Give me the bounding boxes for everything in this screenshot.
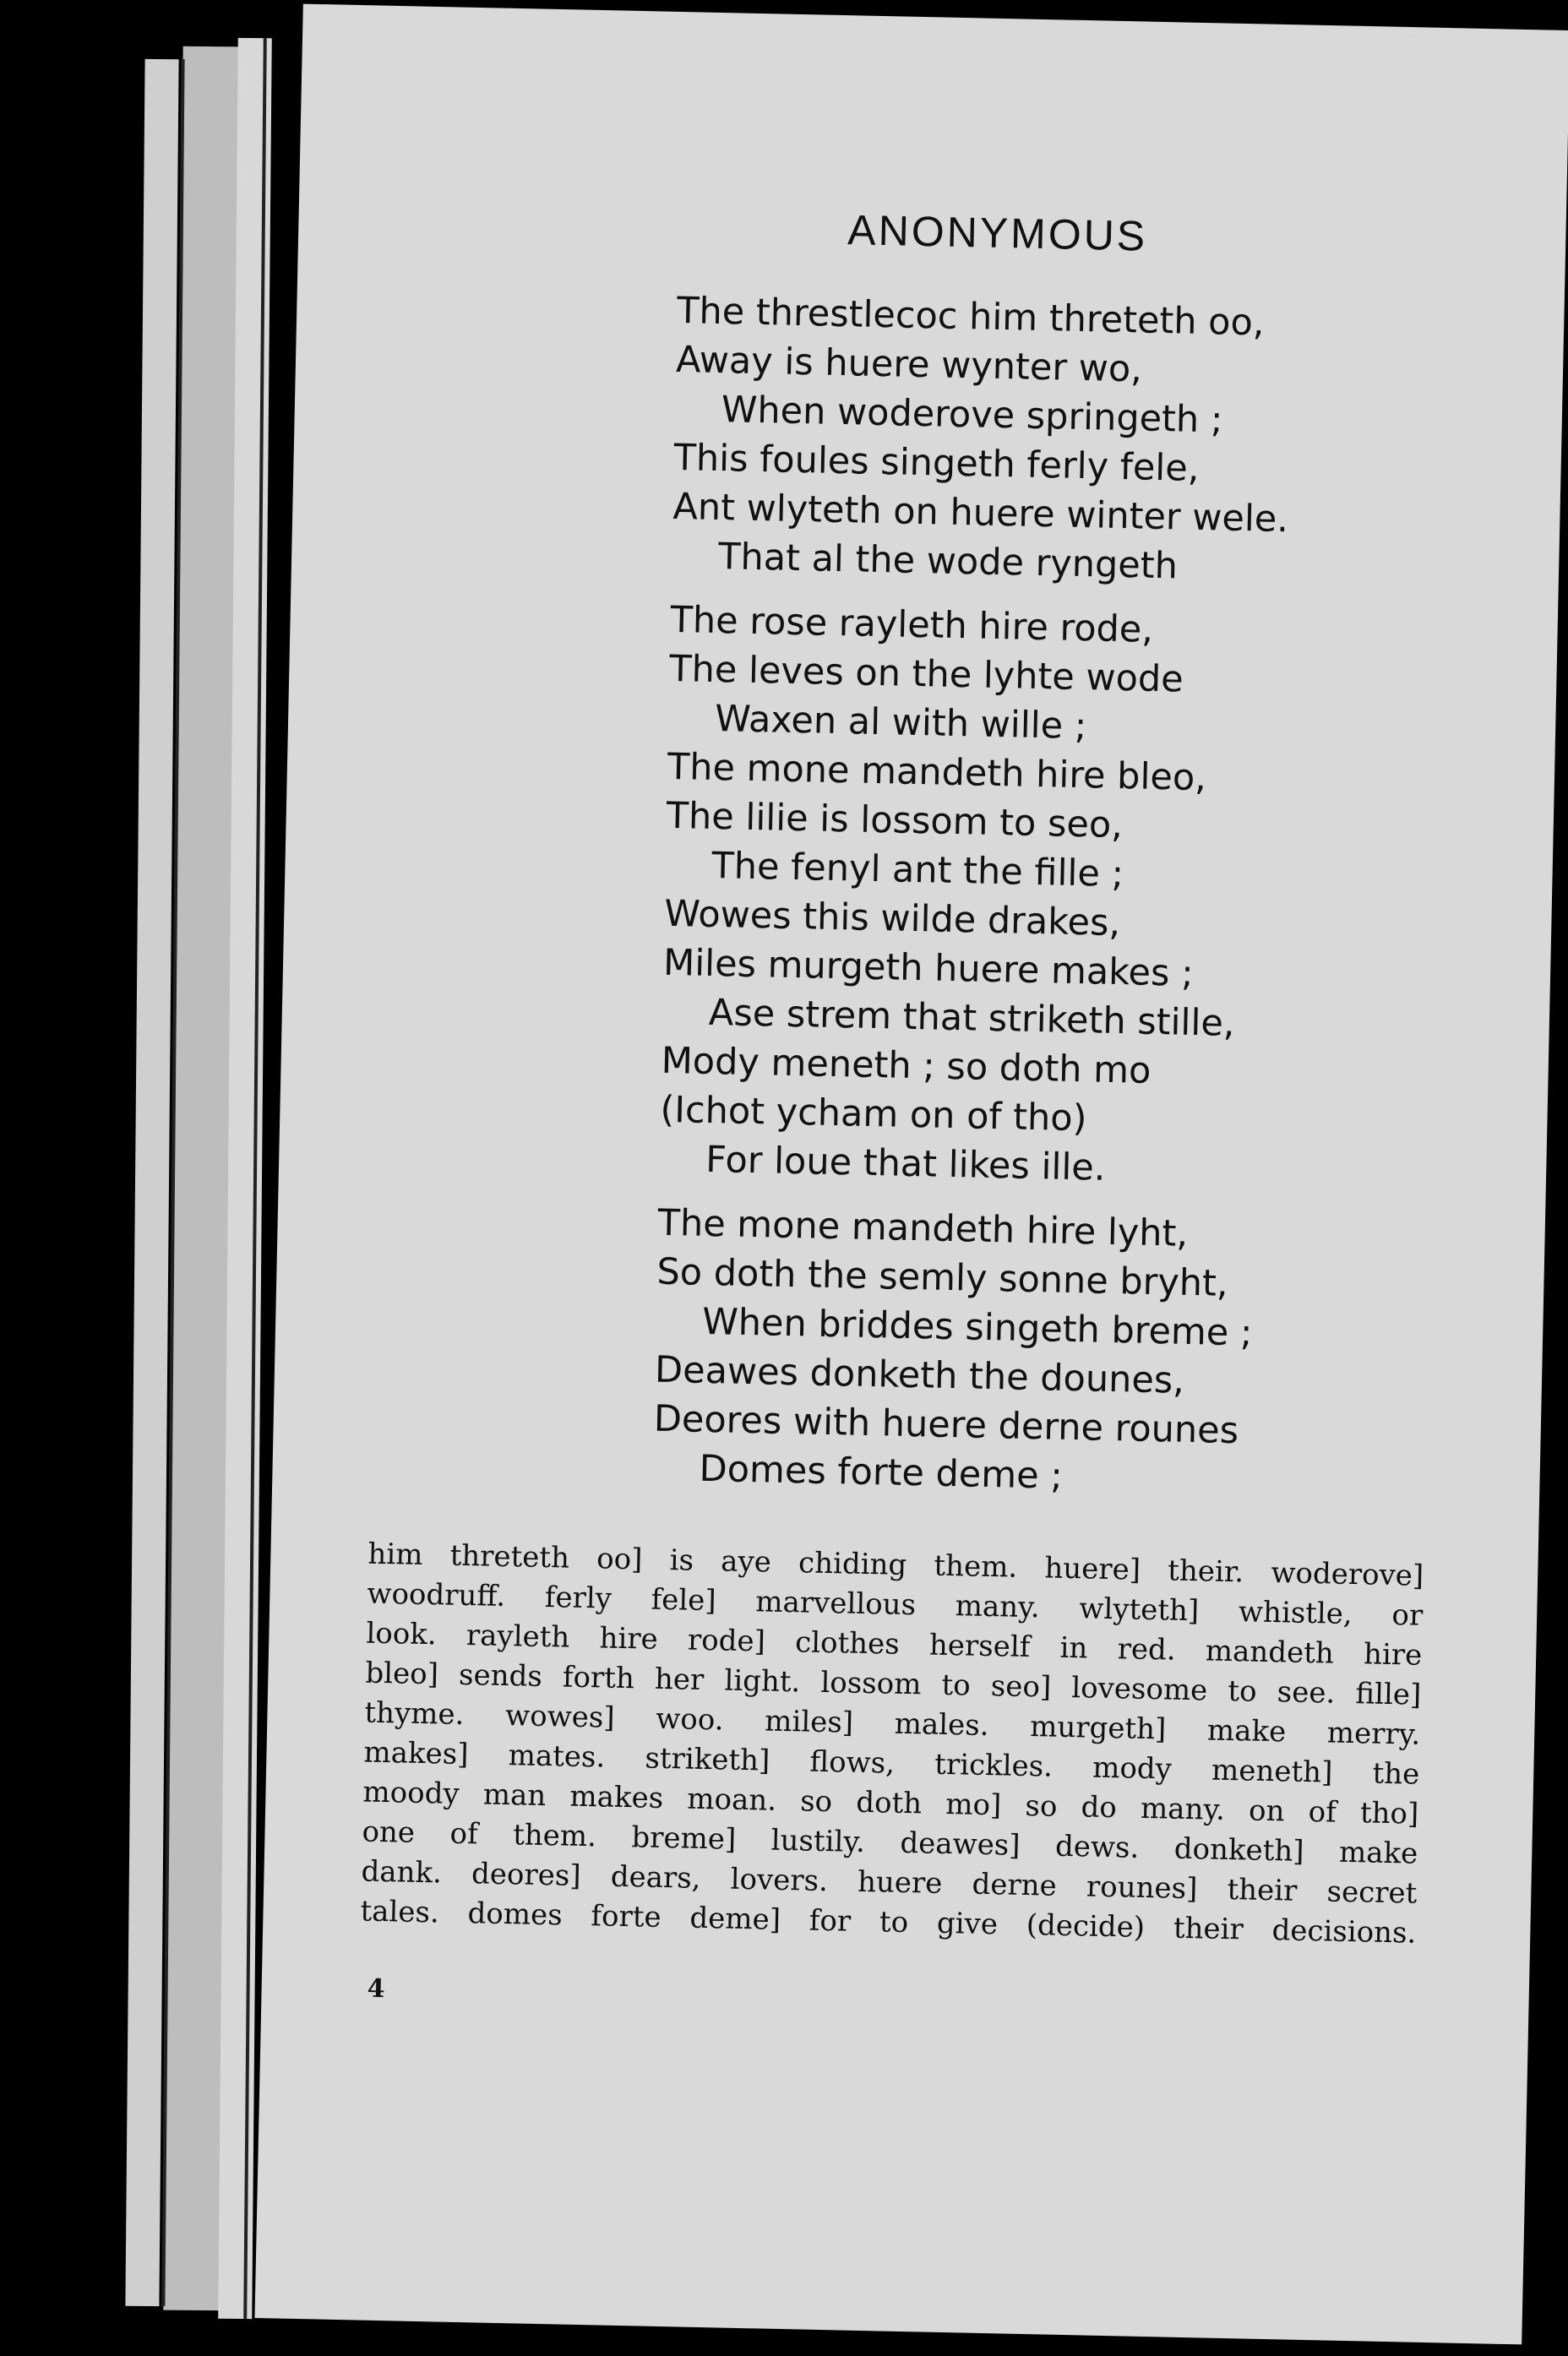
poem-line: The rose rayleth hire rode, [670, 598, 1154, 651]
footnotes [360, 1535, 1424, 1954]
poem-line: When briddes singeth breme ; [701, 1300, 1253, 1355]
stanza [659, 596, 1516, 1201]
poem-line: For loue that likes ille. [705, 1138, 1106, 1189]
poem-line: Mody meneth ; so doth mo [661, 1039, 1152, 1092]
footnote-line: bleo] sends forth her light. lossom to seo] lovesome to see. fille] [365, 1656, 1422, 1712]
poem-line: That al the wode ryngeth [717, 536, 1179, 588]
poem-line: The mone mandeth hire bleo, [667, 745, 1207, 800]
poem-line: (Ichot ycham on of tho) [660, 1088, 1087, 1140]
stanza [652, 1199, 1503, 1510]
footnote-line: moody man makes moan. so doth mo] so do many. on of tho] [362, 1775, 1419, 1831]
poem-line: This foules singeth ferly fele, [673, 436, 1200, 490]
poem-line: Ant wlyteth on huere winter wele. [672, 485, 1289, 541]
footnote-line: one of them. breme] lustily. deawes] dews. donketh] make [362, 1815, 1418, 1871]
poem-line: The leves on the lyhte wode [668, 647, 1184, 701]
page-heading: ANONYMOUS [847, 206, 1148, 260]
poem-line: Deawes donketh the dounes, [654, 1348, 1185, 1402]
poem [652, 286, 1522, 1526]
footnote-line: makes] mates. striketh] flows, trickles. mody meneth] the [363, 1735, 1420, 1792]
poem-line: The threstlecoc him threteth oo, [676, 289, 1266, 345]
poem-line: The lilie is lossom to seo, [666, 794, 1124, 847]
footnote-line: tales. domes forte deme] for to give (decide) their decisions. [360, 1894, 1417, 1951]
footnote-line: thyme. wowes] woo. miles] males. murgeth] make merry. [364, 1695, 1421, 1752]
poem-line: Deores with huere derne rounes [653, 1397, 1239, 1453]
footnote-line: dank. deores] dears, lovers. huere derne rounes] their secret [361, 1854, 1418, 1911]
poem-line: Ase strem that striketh stille, [708, 991, 1236, 1045]
stanza [672, 286, 1522, 598]
poem-line: Away is huere wynter wo, [675, 338, 1143, 391]
footnote-line: him threteth oo] is aye chiding them. huere] their. woderove] [368, 1537, 1424, 1593]
footnote-line: woodruff. ferly fele] marvellous many. wlyteth] whistle, or [367, 1576, 1424, 1633]
poem-line: The fenyl ant the fille ; [711, 844, 1124, 896]
book-page [254, 4, 1568, 2345]
poem-line: Miles murgeth huere makes ; [662, 941, 1195, 995]
poem-line: Waxen al with wille ; [714, 697, 1087, 748]
poem-line: So doth the semly sonne bryht, [656, 1250, 1229, 1305]
poem-line: Wowes this wilde drakes, [663, 892, 1121, 945]
poem-line: The mone mandeth hire lyht, [657, 1201, 1189, 1255]
poem-line: Domes forte deme ; [699, 1447, 1064, 1498]
footnote-line: look. rayleth hire rode] clothes herself in red. mandeth hire [366, 1616, 1423, 1673]
page-number: 4 [367, 1973, 385, 2005]
poem-line: When woderove springeth ; [721, 389, 1223, 442]
